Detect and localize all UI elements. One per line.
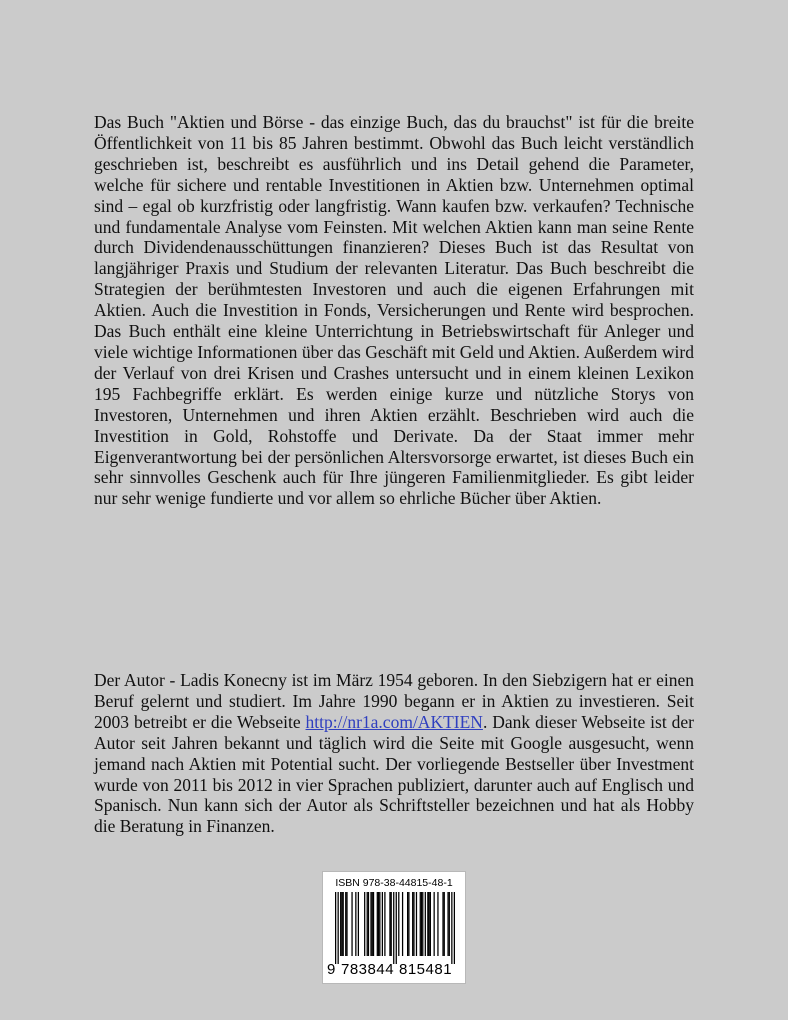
barcode-bar (358, 892, 359, 956)
author-bio-text-end: . Dank dieser Webseite ist der Autor seit Jahren bekannt und täglich wird die Seite mit Google ausgesucht, wenn jemand nach Aktien mit Potential sucht. Der vorliegende Bestseller über Investment wurde von 2011 bis 2012 in vier Sprachen publiziert, darunter auch auf Englisch und Spanisch. Nun kann sich der Autor als Schriftsteller bezeichnen und hat als Hobby die Beratung in Finanzen. (94, 711, 694, 837)
barcode-bar (420, 892, 421, 956)
barcode-bar (345, 892, 346, 956)
barcode-bar (437, 892, 438, 956)
barcode-bar (427, 892, 428, 956)
barcode-bar (444, 892, 445, 956)
barcode-bar (396, 892, 397, 964)
barcode-bar (343, 892, 344, 956)
barcode-bar (384, 892, 385, 956)
barcode-bar (430, 892, 431, 956)
barcode-bar (368, 892, 369, 956)
barcode-bar (451, 892, 452, 964)
barcode-bar (428, 892, 429, 956)
author-bio (94, 670, 694, 837)
barcode-bar (389, 892, 390, 956)
barcode-bar (373, 892, 374, 956)
barcode-bar (402, 892, 403, 956)
barcode-bar (398, 892, 399, 956)
barcode-bar (447, 892, 448, 956)
book-description: Das Buch "Aktien und Börse - das einzige Buch, das du brauchst" ist für die breite Öffentlichkeit von 11 bis 85 Jahren bestimmt. Obwohl das Buch leicht verständlich geschrieben ist, beschreibt es ausführlich und ins Detail gehend die Parameter, welche für sichere und rentable Investitionen in Aktien bzw. Unternehmen optimal sind – egal ob kurzfristig oder langfristig. Wann kaufen bzw. verkaufen? Technische und fundamentale Analyse vom Feinsten. Mit welchen Aktien kann man seine Rente durch Dividendenausschüttungen finanzieren? Dieses Buch ist das Resultat von langjähriger Praxis und Studium der relevanten Literatur. Das Buch beschreibt die Strategien der berühmtesten Investoren und auch die eigenen Erfahrungen mit Aktien. Auch die Investition in Fonds, Versicherungen und Rente wird besprochen. Das Buch enthält eine kleine Unterrichtung in Betriebswirtschaft für Anleger und viele wichtige Informationen über das Geschäft mit Geld und Aktien. Außerdem wird der Verlauf von drei Krisen und Crashes untersucht und in einem kleinen Lexikon 195 Fachbegriffe erklärt. Es werden einige kurze und nützliche Storys von Investoren, Unternehmen und ihren Aktien erzählt. Beschrieben wird auch die Investition in Gold, Rohstoffe und Derivate. Da der Staat immer mehr Eigenverantwortung bei der persönlichen Altersvorsorge erwartet, ist dieses Buch ein sehr sinnvolles Geschenk auch für Ihre jüngeren Familienmitglieder. Es gibt leider nur sehr wenige fundierte und vor allem so ehrliche Bücher über Aktien. (94, 112, 694, 509)
barcode-digit-group-first: 9 (327, 961, 336, 978)
barcode-bar (454, 892, 455, 964)
barcode-bar (416, 892, 417, 956)
barcode-bar (412, 892, 413, 956)
barcode-bar (391, 892, 392, 956)
barcode-bar (382, 892, 383, 956)
barcode-bar (346, 892, 347, 956)
barcode-bar (355, 892, 356, 956)
barcode-bar (364, 892, 365, 956)
barcode-bar (335, 892, 336, 964)
barcode-bar (407, 892, 408, 956)
barcode-bar (338, 892, 339, 964)
barcode-bar (421, 892, 422, 956)
barcode-bar (341, 892, 342, 956)
isbn-barcode (322, 871, 466, 984)
barcode-bar (379, 892, 380, 956)
author-website-link[interactable]: http://nr1a.com/AKTIEN (305, 711, 483, 732)
barcode-digit-group-left: 783844 (341, 961, 395, 978)
barcode-bar (393, 892, 394, 964)
barcode-bar (413, 892, 414, 956)
barcode-bar (434, 892, 435, 956)
barcode-bars (335, 892, 455, 964)
barcode-bar (422, 892, 423, 956)
barcode-bar (367, 892, 368, 956)
barcode-bar (377, 892, 378, 956)
barcode-bar (449, 892, 450, 956)
barcode-bar (372, 892, 373, 956)
author-bio-text-start: Der Autor - Ladis Konecny ist im März 1954 geboren. In den Siebzigern hat er einen Beruf gelernt und studiert. Im Jahre 1990 begann er in Aktien zu investieren. Seit 2003 betreibt er die Webseite (94, 670, 694, 732)
isbn-label: ISBN 978-38-44815-48-1 (335, 877, 453, 889)
barcode-bar (425, 892, 426, 956)
barcode-bar (408, 892, 409, 956)
barcode-bar (378, 892, 379, 956)
barcode-digit-group-right: 815481 (399, 961, 453, 978)
barcode-bar (340, 892, 341, 956)
barcode-bar (351, 892, 352, 956)
barcode-bar (442, 892, 443, 956)
barcode-bar (370, 892, 371, 956)
